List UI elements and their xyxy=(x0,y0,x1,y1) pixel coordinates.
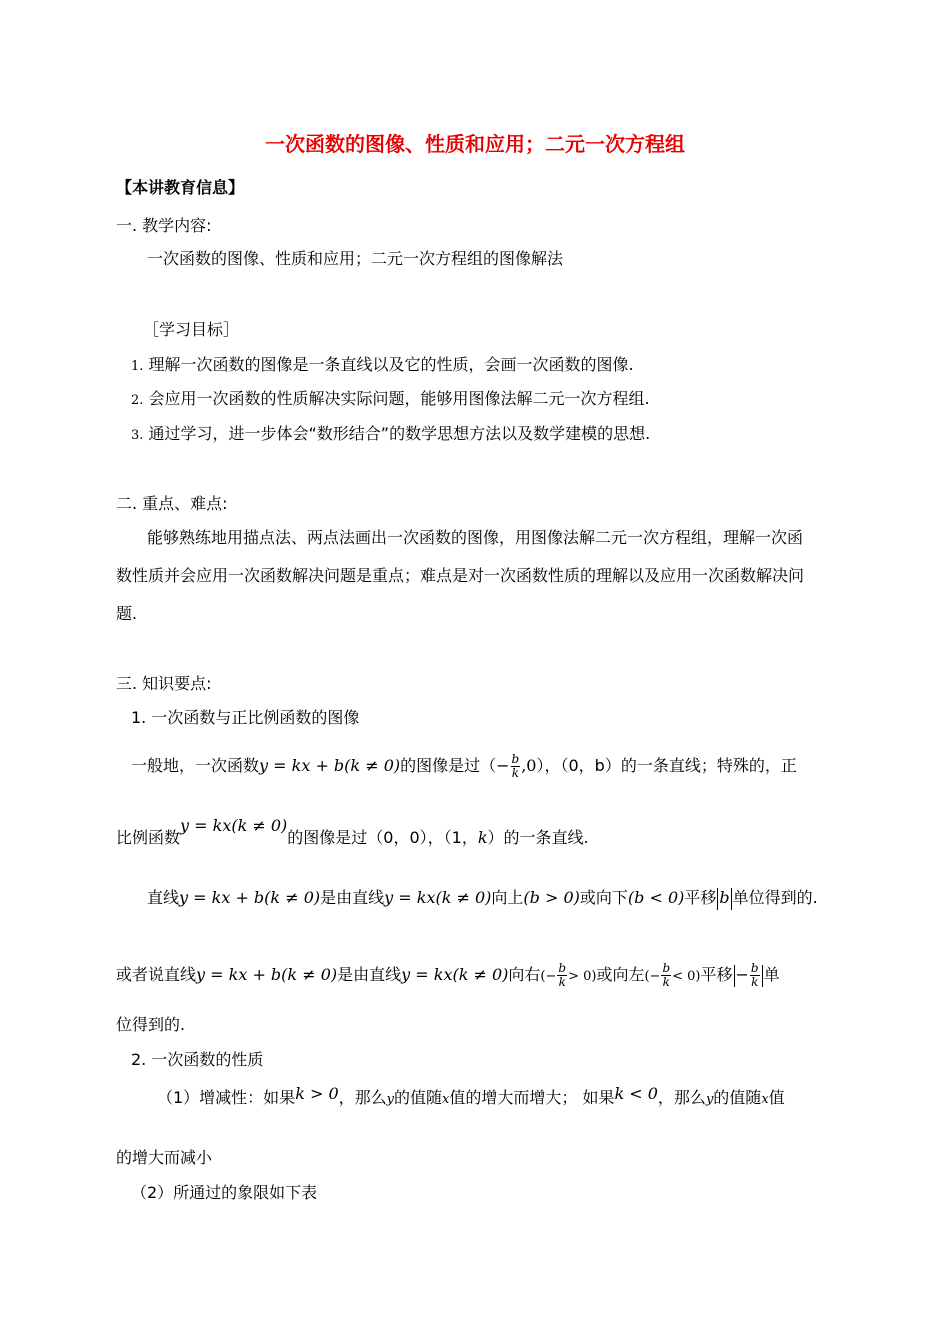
goal-number: 2. xyxy=(131,393,144,408)
goals-heading: ［学习目标］ xyxy=(143,320,240,339)
item-2-title: 2. 一次函数的性质 xyxy=(131,1050,264,1069)
equation: y = kx(k ≠ 0) xyxy=(401,965,509,984)
section-1-heading: 一. 教学内容: xyxy=(116,216,212,235)
equation: y = kx + b(k ≠ 0) xyxy=(179,888,321,907)
goal-item xyxy=(131,355,634,377)
goal-text: 通过学习，进一步体会“数形结合”的数学思想方法以及数学建模的思想. xyxy=(148,424,651,443)
paragraph-continuation: 的增大而减小 xyxy=(116,1148,213,1167)
equation: y = kx + b(k ≠ 0) xyxy=(196,965,338,984)
paragraph-continuation: 位得到的. xyxy=(116,1015,186,1034)
section-2-line: 能够熟练地用描点法、两点法画出一次函数的图像，用图像法解二元一次方程组，理解一次函 xyxy=(147,528,804,547)
goal-text: 理解一次函数的图像是一条直线以及它的性质，会画一次函数的图像. xyxy=(148,355,634,374)
goal-text: 会应用一次函数的性质解决实际问题，能够用图像法解二元一次方程组. xyxy=(148,389,650,408)
item-1-title: 1. 一次函数与正比例函数的图像 xyxy=(131,708,360,727)
equation: y = kx(k ≠ 0) xyxy=(180,816,288,835)
paragraph-proportional-function: 比例函数y = kx(k ≠ 0)的图像是过（0，0），（1，k）的一条直线. xyxy=(116,816,589,847)
paragraph-monotonicity: （1）增减性：如果k > 0，那么y的值随x值的增大而增大； 如果k < 0，那么y的值随x值 xyxy=(157,1084,785,1107)
goal-item xyxy=(131,424,650,446)
section-2-line: 数性质并会应用一次函数解决问题是重点；难点是对一次函数性质的理解以及应用一次函数解决问 xyxy=(116,566,805,585)
paragraph-translation-left-right: 或者说直线y = kx + b(k ≠ 0)是由直线y = kx(k ≠ 0)向右(− $\frac{b}{k}$ > 0)或向左(− $\frac{b}{k}$ < 0)平移 − $\frac{b}{k}$ 单 xyxy=(116,961,780,989)
paragraph-quadrants: （2）所通过的象限如下表 xyxy=(131,1183,318,1202)
fraction: $\frac{b}{k}$ xyxy=(662,961,671,989)
page-title: 一次函数的图像、性质和应用；二元一次方程组 xyxy=(265,132,685,156)
equation: y = kx + b(k ≠ 0) xyxy=(259,756,401,775)
goal-number: 1. xyxy=(131,359,144,374)
goal-number: 3. xyxy=(131,428,144,443)
section-2-line: 题. xyxy=(116,604,138,623)
fraction: $\frac{b}{k}$ xyxy=(558,961,567,989)
section-1-content: 一次函数的图像、性质和应用；二元一次方程组的图像解法 xyxy=(147,249,564,268)
info-heading: 【本讲教育信息】 xyxy=(116,178,245,197)
paragraph-linear-function: 一般地，一次函数y = kx + b(k ≠ 0)的图像是过（− $\frac{b}{k}$ ,0），（0，b）的一条直线；特殊的，正 xyxy=(131,752,797,780)
fraction: $\frac{b}{k}$ xyxy=(750,961,759,989)
equation: y = kx(k ≠ 0) xyxy=(384,888,492,907)
section-3-heading: 三. 知识要点: xyxy=(116,674,212,693)
goal-item xyxy=(131,389,650,411)
section-2-heading: 二. 重点、难点: xyxy=(116,494,228,513)
paragraph-translation-up-down: 直线y = kx + b(k ≠ 0)是由直线y = kx(k ≠ 0)向上(b > 0)或向下(b < 0)平移 b 单位得到的. xyxy=(147,878,818,918)
fraction: $\frac{b}{k}$ xyxy=(511,752,520,780)
